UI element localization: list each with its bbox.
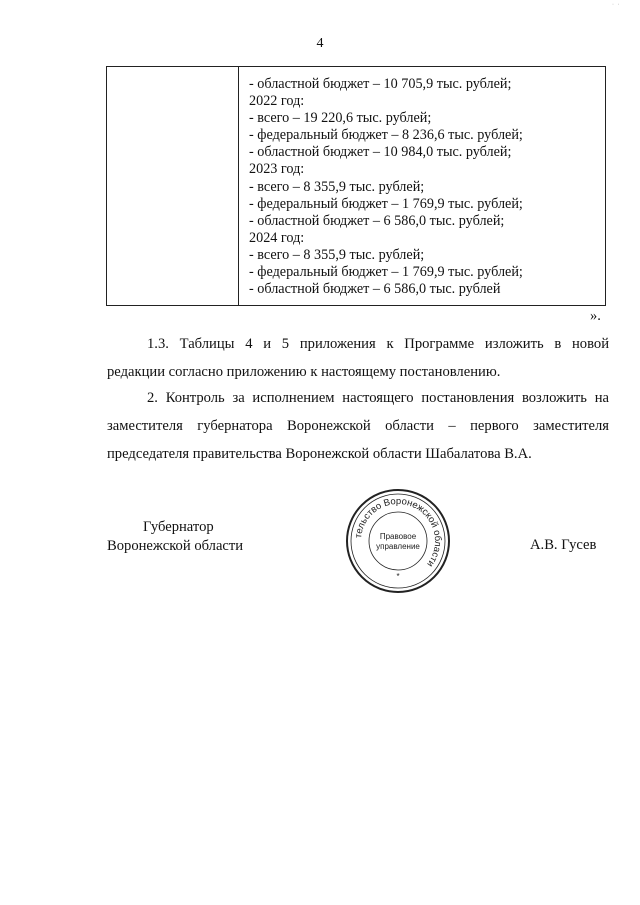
signatory-title (107, 518, 243, 556)
budget-line: - областной бюджет – 10 984,0 тыс. рублей; (249, 144, 512, 161)
table-left-cell (107, 67, 239, 305)
signatory-position: Губернатор (143, 519, 214, 535)
stamp-ring-text: тельство Воронежской области (353, 495, 444, 569)
budget-line: - федеральный бюджет – 8 236,6 тыс. рублей; (249, 127, 523, 144)
table-right-cell (239, 67, 605, 305)
budget-line: - всего – 19 220,6 тыс. рублей; (249, 110, 432, 127)
stamp-star: * (396, 572, 400, 581)
budget-table (106, 66, 606, 306)
stamp-seal-icon (345, 488, 451, 594)
budget-year: 2024 год: (249, 229, 305, 246)
budget-line: - федеральный бюджет – 1 769,9 тыс. рублей; (249, 195, 523, 212)
paragraph-line: 1.3. Таблицы 4 и 5 приложения к Программе изложить в новой (147, 336, 609, 352)
scan-corner-mark: · · (612, 2, 621, 8)
signatory-name: А.В. Гусев (530, 537, 597, 553)
budget-line: - областной бюджет – 10 705,9 тыс. рублей; (249, 76, 512, 92)
official-stamp (345, 488, 451, 594)
budget-year: 2022 год: (249, 93, 305, 110)
paragraph-line: 2. Контроль за исполнением настоящего постановления возложить на (147, 390, 609, 406)
budget-year: 2023 год: (249, 161, 305, 178)
stamp-center-line: управление (376, 542, 420, 551)
paragraph-line: редакции согласно приложению к настоящему постановлению. (107, 364, 501, 380)
signatory-region: Воронежской области (107, 538, 244, 554)
budget-line: - всего – 8 355,9 тыс. рублей; (249, 178, 425, 195)
budget-line: - всего – 8 355,9 тыс. рублей; (249, 246, 425, 263)
page-number: 4 (316, 36, 324, 51)
stamp-center-line: Правовое (379, 532, 417, 541)
paragraph-line: заместителя губернатора Воронежской области – первого заместителя (107, 418, 609, 434)
budget-line: - областной бюджет – 6 586,0 тыс. рублей (249, 281, 501, 298)
budget-line: - областной бюджет – 6 586,0 тыс. рублей; (249, 212, 505, 229)
paragraph-1-3 (107, 330, 609, 386)
paragraph-line: председателя правительства Воронежской области Шабалатова В.А. (107, 446, 532, 462)
paragraph-2 (107, 384, 609, 468)
budget-line: - федеральный бюджет – 1 769,9 тыс. рублей; (249, 264, 523, 281)
closing-quote: ». (590, 308, 601, 324)
